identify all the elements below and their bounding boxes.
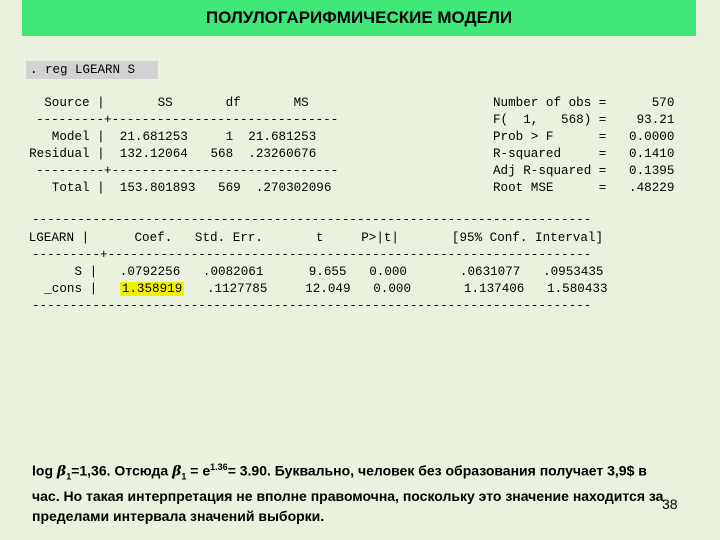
anova-separator: ---------+------------------------------	[36, 113, 339, 127]
stat-r2: R-squared = 0.1410	[493, 147, 675, 161]
coef-cons-row	[14, 281, 608, 298]
explanation-text	[32, 457, 672, 526]
highlighted-cons-coef: 1.358919	[121, 282, 183, 296]
text-part: = e	[186, 462, 211, 479]
coef-separator: ---------+----------------------------------------------------------------	[32, 248, 592, 262]
exponent: 1.36	[210, 462, 228, 472]
beta-subscript: 1	[181, 471, 187, 482]
slide-title-bar	[22, 0, 696, 36]
stat-nobs: Number of obs = 570	[493, 96, 675, 110]
beta-symbol: β	[56, 463, 67, 480]
anova-total-row: Total | 153.801893 569 .270302096	[14, 181, 332, 195]
text-part: log	[32, 462, 57, 479]
cons-label: _cons |	[14, 282, 120, 296]
anova-header: Source | SS df MS	[14, 96, 309, 110]
cons-values: .1127785 12.049 0.000 1.137406 1.580433	[184, 282, 608, 296]
stat-prob: Prob > F = 0.0000	[493, 130, 675, 144]
stata-command: . reg LGEARN S	[26, 61, 158, 79]
anova-residual-row: Residual | 132.12064 568 .23260676	[14, 147, 317, 161]
text-part: = 3.90. Буквально, человек без образования получает 3,9$ в час. Но такая интерпретация не вполне правомочна, поскольку это значение находится за пределами интервала значений выборки.	[32, 462, 664, 525]
stat-adjr2: Adj R-squared = 0.1395	[493, 164, 675, 178]
page-number: 38	[662, 496, 678, 512]
coef-header: LGEARN | Coef. Std. Err. t P>|t| [95% Conf. Interval]	[6, 231, 604, 245]
coef-s-row: S | .0792256 .0082061 9.655 0.000 .0631077 .0953435	[14, 265, 604, 279]
anova-separator: ---------+------------------------------	[36, 164, 339, 178]
beta-subscript: 1	[66, 471, 72, 482]
text-part: =1,36. Отсюда	[71, 462, 173, 479]
stat-f: F( 1, 568) = 93.21	[493, 113, 675, 127]
anova-model-row: Model | 21.681253 1 21.681253	[14, 130, 317, 144]
coef-bottom-dashes: --------------------------------------------------------------------------	[32, 299, 592, 313]
stat-rmse: Root MSE = .48229	[493, 181, 675, 195]
coef-top-dashes: --------------------------------------------------------------------------	[32, 213, 592, 227]
slide-title: ПОЛУЛОГАРИФМИЧЕСКИЕ МОДЕЛИ	[205, 8, 513, 27]
beta-symbol: β	[172, 463, 182, 480]
